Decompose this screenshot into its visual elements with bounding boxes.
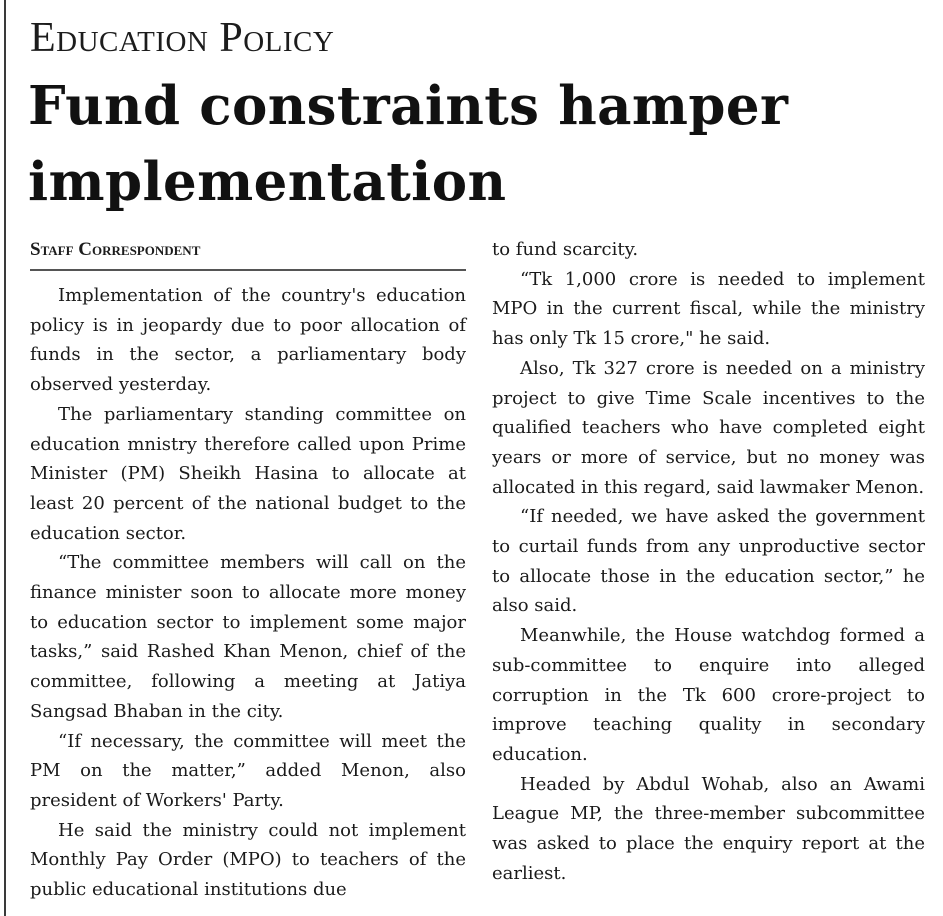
paragraph: “If necessary, the committee will meet the PM on the matter,” added Menon, also president of Workers' Party. bbox=[30, 730, 466, 811]
paragraph: Also, Tk 327 crore is needed on a ministry project to give Time Scale incentives to the qualified teachers who have completed eight years or more of service, but no money was allocated in this regard, said lawmaker Menon. bbox=[492, 357, 925, 498]
article-column-left bbox=[30, 281, 466, 905]
byline-divider bbox=[30, 269, 466, 271]
article-column-right bbox=[492, 235, 925, 888]
paragraph: Headed by Abdul Wohab, also an Awami League MP, the three-member subcommittee was asked to place the enquiry report at the earliest. bbox=[492, 773, 925, 884]
paragraph: Meanwhile, the House watchdog formed a sub-committee to enquire into alleged corruption in the Tk 600 crore-project to improve teaching quality in secondary education. bbox=[492, 625, 925, 765]
paragraph-continuation: to fund scarcity. bbox=[492, 239, 639, 260]
article-headline: Fund constraints hamper implementation bbox=[28, 75, 789, 213]
paragraph: “If needed, we have asked the government to curtail funds from any unproductive sector to allocate those in the education sector,” he also said. bbox=[492, 506, 925, 617]
paragraph: The parliamentary standing committee on education mnistry therefore called upon Prime Minister (PM) Sheikh Hasina to allocate at least 20 percent of the national budget to the education sector. bbox=[30, 403, 466, 544]
byline: Staff Correspondent bbox=[30, 239, 201, 260]
paragraph: He said the ministry could not implement Monthly Pay Order (MPO) to teachers of the public educational institutions due bbox=[30, 819, 466, 901]
paragraph: “The committee members will call on the finance minister soon to allocate more money to education sector to implement some major tasks,” said Rashed Khan Menon, chief of the committee, following a meeting at Jatiya Sangsad Bhaban in the city. bbox=[30, 552, 466, 722]
paragraph: Implementation of the country's education policy is in jeopardy due to poor allocation of funds in the sector, a parliamentary body observed yesterday. bbox=[30, 285, 466, 396]
page-edge-rule bbox=[4, 0, 6, 916]
section-kicker: Education Policy bbox=[30, 15, 335, 61]
paragraph: “Tk 1,000 crore is needed to implement MPO in the current fiscal, while the ministry has only Tk 15 crore," he said. bbox=[492, 268, 925, 350]
